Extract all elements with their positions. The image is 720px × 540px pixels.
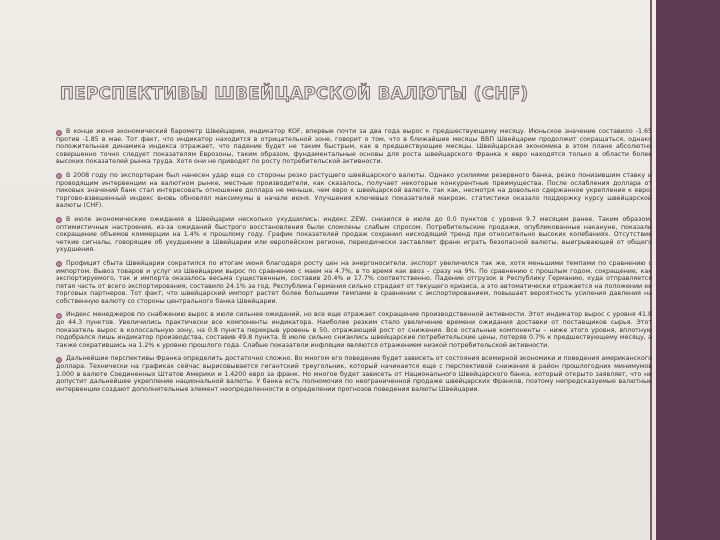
paragraph-text: Индекс менеджеров по снабжению вырос в июле сильнее ожиданий, но все еще отражает сокращение производственной активности. Этот индикатор вырос с уровня 41.8 до 44.3 пунктов. Увеличились практически все компоненты индикатора. Наиболее резким стало увеличение времени ожидания доставки от поставщиков сырья. Этот показатель вырос в колоссальную зону, на 0.8 пункта перекрыв уровень в 50, отражающий рост от снижения. Все остальные компоненты – ниже этого уровня, вплотную подобрался лишь индикатор производства, составив 49.8 пункта. В июле сильно снизились швейцарские потребительские цены, потеряв 0.7% к предшествующему месяцу, а также сократившись на 1.2% к уровню прошлого года. Слабые показатели инфляции являются отражением низкой потребительской активности. — [56, 311, 652, 349]
decorative-side-band — [656, 0, 720, 540]
bullet-icon — [56, 313, 62, 319]
paragraph-text: В 2008 году по экспортерам был нанесен удар еще со стороны резко растущего швейцарского валюты. Однако усилиями резервного банка, резко понизившим ставку и проводящим интервенции на валютном рынке, местные производители, как сказалось, получает некоторые конкурентные преимущества. После ослабления доллара от пиковых значений банк стал интересовать отношение доллара не меньше, чем евро к швейцарской валюте, так как, несмотря на довольно сдержанное укрепление к евро, торгово-взвешенный индекс вновь обновлял максимумы в начале июня. Улучшения ключевых показателей макроэк. статистики оказало поддержку курсу швейцарской валюты (CHF). — [56, 171, 652, 210]
slide-title: ПЕРСПЕКТИВЫ ШВЕЙЦАРСКОЙ ВАЛЮТЫ (CHF) — [60, 84, 529, 103]
paragraph-text: В конце июня экономический барометр Швейцарии, индикатор KOF, впервые почти за два года вырос к предшествующему месяцу. Июньское значение составило -1.65 против -1.85 в мае. Тот факт, что индикатор находится в отрицательной зоне, говорит о том, что в ближайшие месяцы ВВП Швейцарии продолжит сокращаться, однако положительная динамика индекса отражает, что падение будет не таким быстрым, как в предшествующие месяцы. Швейцарская экономика в этом плане абсолютно совершенно точно следует показателям Еврозоны, таким образом, фундаментальные основы для роста швейцарского Франка к евро находятся только в области более высоких показателей рынка труда. Хотя они не приводят по росту потребительской активности. — [56, 128, 652, 166]
paragraph-2008 — [56, 172, 652, 210]
bullet-icon — [56, 357, 62, 363]
paragraph-text: В июле экономические ожидания в Швейцарии несколько ухудшились: индекс ZEW, снизился в июле до 0.0 пунктов с уровня 9.7 месяцем ранее. Таким образом, оптимистичные настроения, из-за ожиданий быстрого восстановления были сломлены слабым спросом. Потребительские продажи, опубликованные накануне, показали сокращение объемов коммерции на 1.4% к прошлому году. График показателей продаж сохранил нисходящий тренд при относительно высоких колебаниях. Отсутствие четкие сигналы, говорящие об ухудшении в Швейцарии или европейском регионе, периодически заставляет франк играть безопасной валюты, выигрывающей от общего ухудшения. — [56, 215, 652, 254]
paragraph-kof — [56, 128, 652, 166]
paragraph-outlook — [56, 355, 652, 393]
paragraph-text: Дальнейшие перспективы Франка определить достаточно сложно. Во многом его поведение будет зависеть от состояния всемирной экономики и поведения американского доллара. Технически на графиках сейчас вырисовывается гигантский треугольник, который начинается еще с перспективой снижения в район прошлогодних минимумов 1.000 в валюте Соединенных Штатов Америки и 1.4200 евро за франк. Но многое будет зависеть от Национального Швейцарского банка, который открыто заявляет, что не допустит дальнейшее укрепление национальной валюты. У банка есть полномочия по неограниченной продаже швейцарских Франков, поэтому непредсказуемые валютные интервенции создают дополнительные элемент неопределенности в определении прогнозов поведения валюты Швейцарии. — [56, 355, 652, 393]
paragraph-text: Профицит сбыта Швейцарии сократился по итогам июня благодаря росту цен на энергоносители. экспорт увеличился так же, хотя меньшими темпами по сравнению с импортом. Вывоз товаров и услуг из Швейцарии вырос по сравнению с маем на 4.7%, в то время как ввоз – сразу на 9%. По сравнению с прошлым годом, сокращение, как экспортируемого, так и импорта оказалось весьма существенным, составив 20.4% и 17.7% соответственно. Падение отгрузок в Республику Германию, куда отправляется пятая часть от всего экспортирования, составило 24.1% за год. Республика Германия сильно страдает от текущего кризиса, а это автоматически отражается на положении ее торговых партнеров. Тот факт, что швейцарский импорт растет более большими темпами в сравнении с экспортированием, повышает вероятность усиления давления на собственную валюту со стороны центрального банка Швейцарии. — [56, 259, 652, 305]
paragraph-pmi — [56, 311, 652, 349]
bullet-icon — [56, 130, 62, 136]
slide-body — [56, 128, 652, 399]
paragraph-trade — [56, 260, 652, 306]
paragraph-zew — [56, 216, 652, 254]
